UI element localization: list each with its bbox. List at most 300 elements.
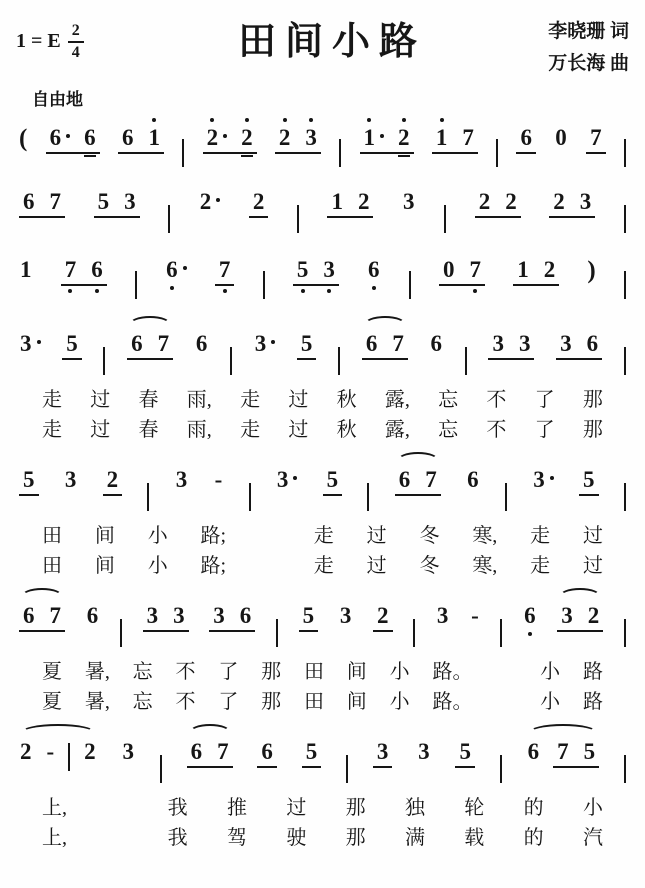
note (579, 190, 593, 213)
note (491, 332, 505, 355)
slur-group (557, 604, 603, 632)
note-number: 7 (462, 125, 474, 150)
note (305, 740, 319, 763)
augmentation-dot (183, 266, 187, 270)
barline (496, 139, 498, 167)
note-number: 1 (20, 257, 32, 282)
note (157, 332, 171, 355)
time-signature-numerator: 2 (68, 22, 84, 43)
note (83, 740, 97, 763)
note-number: 5 (459, 739, 471, 764)
lyric-syllable: 田 (303, 691, 324, 713)
note-number: 5 (296, 257, 309, 282)
lyric-syllable: 轮 (464, 797, 485, 819)
barline (624, 205, 626, 233)
lyric-syllable: 田 (303, 661, 324, 683)
note-number: 7 (49, 603, 61, 628)
note (218, 258, 232, 281)
note (519, 126, 533, 149)
beam-group (373, 604, 393, 632)
slur-group (187, 740, 233, 768)
lyric-syllable: 冬 (419, 555, 440, 577)
barline (500, 619, 502, 647)
note-number: 6 (520, 125, 532, 150)
note (121, 740, 135, 763)
note-number: 3 (122, 739, 134, 764)
beam-group (257, 740, 277, 768)
note (239, 604, 253, 627)
note-number: 6 (23, 189, 35, 214)
intro-line-3 (16, 256, 629, 308)
barline (413, 619, 415, 647)
augmentation-dot (216, 198, 220, 202)
note (326, 468, 340, 491)
note (49, 604, 63, 627)
note (97, 190, 111, 213)
beam-group (61, 258, 107, 286)
lyric-syllable: 小 (147, 555, 168, 577)
dash-extension (214, 468, 224, 491)
note (435, 126, 449, 149)
augmentation-dot (66, 134, 70, 138)
lyric-syllable: 走 (42, 419, 62, 441)
lyric-syllable: 春 (138, 389, 159, 411)
barline (182, 139, 184, 167)
lyric-syllable: 小 (540, 691, 561, 713)
note (83, 126, 97, 149)
note-number: 2 (553, 189, 565, 214)
key-signature (16, 22, 166, 61)
note (468, 258, 482, 281)
intro-line-1 (16, 124, 629, 176)
slur-group (527, 740, 600, 768)
note (296, 258, 310, 281)
note-number: 6 (131, 331, 143, 356)
note-number: 3 (560, 331, 572, 356)
note (22, 604, 36, 627)
lyric-syllable: 小 (147, 525, 168, 547)
note-number: 3 (492, 331, 504, 356)
note-number: 3 (20, 331, 32, 356)
beam-group (103, 468, 123, 496)
lyric-syllable: 寒, (472, 525, 498, 547)
system-4 (16, 332, 629, 444)
barline (68, 743, 70, 771)
slur-group (127, 332, 173, 360)
note (339, 604, 353, 627)
lyric-syllable: 上, (42, 797, 67, 819)
lyric-syllable: 不 (486, 419, 507, 441)
note-number: 6 (398, 467, 411, 492)
note (376, 740, 390, 763)
octave-dot-low (170, 286, 174, 290)
note (22, 190, 36, 213)
lyric-syllable: 忘 (132, 691, 153, 713)
time-signature (68, 22, 84, 61)
note-number: 5 (23, 467, 35, 492)
augmentation-dot (380, 134, 384, 138)
note-number: 1 (331, 189, 343, 214)
lyric-syllable: 走 (530, 555, 551, 577)
key-label: 1 = E (16, 30, 61, 53)
note (518, 332, 532, 355)
barline (624, 271, 626, 299)
beam-group (513, 258, 559, 286)
beam-group (549, 190, 595, 218)
barline (339, 139, 341, 167)
note-number: 2 (478, 189, 491, 214)
beam-group (516, 126, 536, 154)
lyric-row-2 (16, 553, 629, 580)
note (302, 604, 316, 627)
octave-dot-low (68, 289, 72, 293)
note-number: 5 (326, 467, 339, 492)
barline (624, 139, 626, 167)
dash-extension (470, 604, 480, 627)
augmentation-dot (223, 134, 227, 138)
note (516, 258, 530, 281)
verse-line-2 (16, 468, 629, 520)
lyric-syllable: 寒, (472, 555, 498, 577)
note-number: 0 (442, 257, 455, 282)
note (216, 740, 230, 763)
augmentation-dot (37, 340, 41, 344)
lyric-syllable: 小 (389, 661, 410, 683)
notation-area (16, 124, 629, 852)
note (367, 258, 381, 281)
note-number: 6 (84, 125, 96, 150)
note-number: 5 (300, 331, 313, 356)
octave-dot-high (152, 118, 156, 122)
lyric-syllable: 路。 (432, 691, 473, 713)
note (527, 740, 541, 763)
note (461, 126, 475, 149)
note (19, 258, 33, 281)
note-number: 5 (305, 739, 318, 764)
note-number: 3 (518, 331, 531, 356)
verse-line-4 (16, 740, 629, 792)
lyric-syllable: 路; (200, 555, 227, 577)
note (175, 468, 189, 491)
note-number: 2 (199, 189, 212, 214)
verse-line-1 (16, 332, 629, 384)
credits (489, 16, 629, 75)
lyric-syllable: 汽 (582, 827, 603, 849)
dash-extension (46, 740, 56, 763)
lyric-syllable: 我 (167, 827, 188, 849)
parenthesis: ( (19, 125, 28, 152)
lyric-syllable: 走 (313, 525, 334, 547)
lyric-syllable: 我 (167, 797, 188, 819)
lyric-syllable: 田 (42, 555, 62, 577)
note (64, 468, 78, 491)
note-number: 3 (64, 467, 77, 492)
beam-group (395, 468, 441, 496)
note (86, 604, 100, 627)
note (206, 126, 228, 149)
note (121, 126, 135, 149)
lyric-syllable: 雨, (186, 419, 212, 441)
octave-dot-low (528, 632, 532, 636)
system-6 (16, 604, 629, 716)
note-number: 0 (555, 125, 567, 150)
beam-group (94, 190, 140, 218)
note-number: 6 (261, 739, 273, 764)
barline (160, 755, 162, 783)
note-number: 2 (241, 125, 253, 150)
note-number: 7 (64, 257, 77, 282)
octave-dot-low (95, 289, 99, 293)
beam-group (19, 190, 65, 218)
lyric-syllable: 载 (464, 827, 485, 849)
beam-group (327, 190, 373, 218)
note (436, 604, 450, 627)
note-number: 6 (166, 257, 178, 282)
lyric-syllable: 满 (404, 827, 425, 849)
beam-group (62, 332, 82, 360)
note-number: 6 (467, 467, 479, 492)
note-number: 2 (206, 125, 219, 150)
lyric-syllable: 暑, (84, 661, 110, 683)
note (300, 332, 314, 355)
barline (624, 755, 626, 783)
note (106, 468, 120, 491)
lyric-syllable: 间 (94, 555, 115, 577)
note-number: 3 (175, 467, 188, 492)
note-number: 1 (435, 125, 448, 150)
beam-group (586, 126, 606, 154)
slur-group (19, 604, 65, 632)
beam-group (488, 332, 534, 360)
lyric-row-1 (16, 523, 629, 550)
lyric-syllable: 秋 (336, 419, 357, 441)
note (417, 740, 431, 763)
lyric-syllable: 了 (218, 691, 239, 713)
lyric-syllable: 路 (582, 691, 603, 713)
note (22, 468, 36, 491)
lyric-syllable: 小 (582, 797, 603, 819)
note (376, 604, 390, 627)
note-number: 6 (49, 125, 62, 150)
lyric-syllable: 路; (200, 525, 227, 547)
lyric-syllable: 过 (583, 555, 603, 577)
lyric-syllable: 夏 (42, 691, 62, 713)
note (276, 468, 298, 491)
note-number: 3 (213, 603, 225, 628)
note-number: 3 (173, 603, 185, 628)
lyric-syllable: 过 (366, 525, 387, 547)
lyric-spacer (495, 659, 517, 686)
note-number: 6 (430, 331, 443, 356)
note-number: 2 (20, 739, 32, 764)
note (424, 468, 438, 491)
note-number: 6 (527, 739, 540, 764)
barline (249, 483, 251, 511)
barline (500, 755, 502, 783)
lyric-syllable: 露, (384, 389, 410, 411)
lyric-syllable: 秋 (336, 389, 357, 411)
lyric-syllable: 路。 (432, 661, 473, 683)
lyric-syllable: 那 (261, 691, 282, 713)
note (254, 332, 276, 355)
barline (367, 483, 369, 511)
lyric-row-1 (16, 387, 629, 414)
lyric-row-2 (16, 689, 629, 716)
note-number: 3 (376, 739, 389, 764)
beam-group (439, 258, 485, 286)
note-number: 2 (278, 125, 291, 150)
slur-group (362, 332, 408, 360)
note (304, 126, 318, 149)
note (147, 126, 161, 149)
note-number: 6 (368, 257, 380, 282)
lyric-syllable: 过 (583, 525, 603, 547)
lyric-syllable: 春 (138, 419, 159, 441)
system-1 (16, 124, 629, 176)
beam-group (203, 126, 257, 154)
octave-dot-low (327, 289, 331, 293)
note-number: 5 (66, 331, 78, 356)
note-number: 7 (557, 739, 569, 764)
note (240, 126, 254, 149)
lyric-row-1 (16, 795, 629, 822)
note-number: 5 (302, 603, 315, 628)
lyric-syllable: 走 (42, 389, 62, 411)
note (49, 190, 63, 213)
beam-group (455, 740, 475, 768)
octave-dot-low (223, 289, 227, 293)
lyric-syllable: 夏 (42, 661, 62, 683)
note-number: - (214, 467, 223, 492)
note-number: 3 (339, 603, 352, 628)
barline (624, 619, 626, 647)
system-5 (16, 468, 629, 580)
lyricist-credit: 李晓珊 词 (548, 21, 629, 42)
augmentation-dot (550, 476, 554, 480)
note-number: 6 (190, 739, 203, 764)
note-number: 2 (543, 257, 556, 282)
lyric-syllable: 过 (366, 555, 387, 577)
barline (346, 755, 348, 783)
note-number: 1 (363, 125, 376, 150)
lyric-syllable: 走 (240, 419, 261, 441)
note-number: 7 (469, 257, 481, 282)
lyric-syllable: 间 (94, 525, 115, 547)
beam-group (299, 604, 319, 632)
lyric-syllable: 过 (288, 389, 309, 411)
note-number: 2 (84, 739, 96, 764)
lyric-syllable: 过 (286, 797, 307, 819)
note (190, 740, 204, 763)
note-number: 2 (377, 603, 389, 628)
note-number: 6 (86, 603, 99, 628)
note (556, 740, 570, 763)
barline (147, 483, 149, 511)
lyric-syllable: 那 (345, 827, 366, 849)
augmentation-dot (271, 340, 275, 344)
note (172, 604, 186, 627)
lyric-row-2 (16, 825, 629, 852)
beam-group (249, 190, 269, 218)
note (357, 190, 371, 213)
note (559, 332, 573, 355)
note-number: 2 (252, 189, 265, 214)
note (330, 190, 344, 213)
lyric-syllable: 过 (288, 419, 309, 441)
octave-dot-high (283, 118, 287, 122)
note (430, 332, 444, 355)
barline (409, 271, 411, 299)
note (90, 258, 104, 281)
beam-group (323, 468, 343, 496)
note (212, 604, 226, 627)
note-number: 3 (436, 603, 449, 628)
note-number: 3 (403, 189, 415, 214)
note-number: 7 (218, 257, 231, 282)
lyric-syllable: 雨, (186, 389, 212, 411)
octave-dot-high (440, 118, 444, 122)
beam-group (557, 604, 603, 632)
note-number: 3 (305, 125, 317, 150)
lyric-syllable: 间 (346, 691, 367, 713)
note (19, 740, 33, 763)
note (65, 332, 79, 355)
note-number: - (471, 603, 479, 628)
octave-dot-high (210, 118, 214, 122)
lyric-syllable: 那 (261, 661, 282, 683)
octave-dot-low (301, 289, 305, 293)
barline (297, 205, 299, 233)
note-number: 7 (157, 331, 170, 356)
note-number: 6 (365, 331, 378, 356)
note (322, 258, 336, 281)
note (260, 740, 274, 763)
note (397, 126, 411, 149)
note (587, 604, 601, 627)
lyric-syllable: 走 (530, 525, 551, 547)
beam-group (579, 468, 599, 496)
beam-group (475, 190, 521, 218)
note (504, 190, 518, 213)
note-number: 6 (121, 125, 134, 150)
lyric-syllable: 那 (582, 389, 603, 411)
parenthesis: ) (587, 257, 596, 284)
verse-line-3 (16, 604, 629, 656)
note-number: 2 (357, 189, 370, 214)
note-number: 3 (146, 603, 159, 628)
lyric-syllable: 那 (345, 797, 366, 819)
beam-group (293, 258, 339, 286)
lyric-syllable: 独 (404, 797, 425, 819)
note (165, 258, 187, 281)
lyric-syllable: 了 (534, 389, 555, 411)
lyric-syllable: 推 (226, 797, 247, 819)
note-number: 3 (533, 467, 545, 492)
barline (505, 483, 507, 511)
note (543, 258, 557, 281)
lyric-syllable: 忘 (438, 419, 459, 441)
augmentation-dot (293, 476, 297, 480)
note (402, 190, 416, 213)
beam-group (373, 740, 393, 768)
system-2 (16, 190, 629, 242)
lyric-syllable: 驾 (226, 827, 247, 849)
lyric-spacer (495, 689, 517, 716)
note-number: 7 (217, 739, 229, 764)
lyric-syllable: 驶 (286, 827, 307, 849)
beam-group (46, 126, 100, 154)
lyric-syllable: 那 (582, 419, 603, 441)
